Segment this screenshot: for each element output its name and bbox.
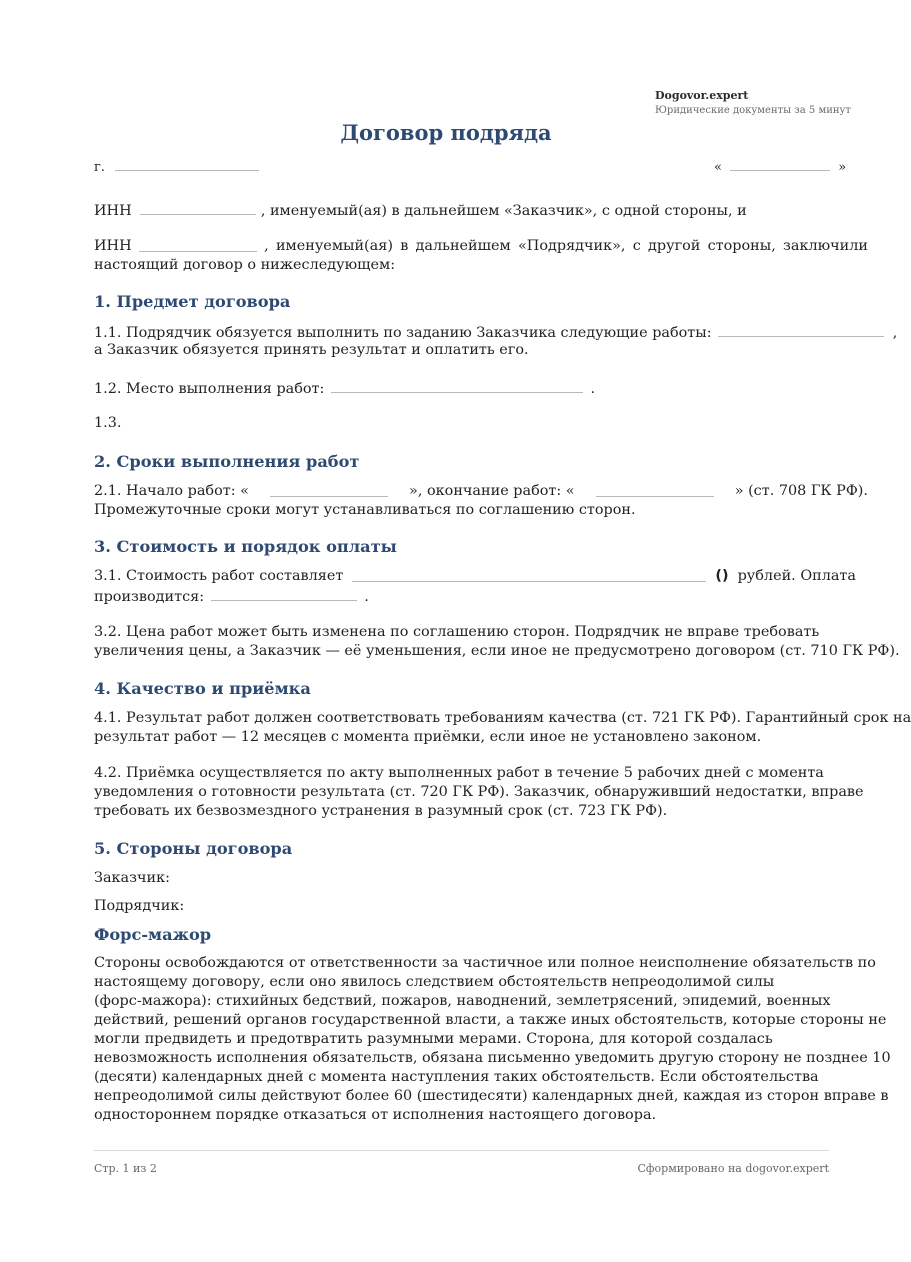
- contractor-line-2: настоящий договор о нижеследующем:: [94, 257, 396, 273]
- brand-name: Dogovor.expert: [655, 89, 749, 102]
- clause-3-2-line: 3.2. Цена работ может быть изменена по соглашению сторон. Подрядчик не вправе требовать: [94, 624, 820, 640]
- force-majeure-line: непреодолимой силы действуют более 60 (шестидесяти) календарных дней, каждая из сторон вправе в: [94, 1088, 889, 1104]
- force-majeure-line: (десяти) календарных дней с момента наступления таких обстоятельств. Если обстоятельства: [94, 1069, 819, 1085]
- contractor-inn-label: ИНН: [94, 238, 132, 254]
- clause-4-2-line: требовать их безвозмездного устранения в разумный срок (ст. 723 ГК РФ).: [94, 803, 668, 819]
- cost-field[interactable]: [352, 567, 706, 582]
- section-2-heading: 2. Сроки выполнения работ: [94, 452, 360, 471]
- contractor-inn-field[interactable]: [139, 237, 257, 252]
- date-line: [714, 156, 846, 177]
- clause-3-1-line-1: [94, 567, 856, 586]
- clause-1-2-end: .: [590, 381, 596, 397]
- document-title: Договор подряда: [340, 120, 552, 145]
- clause-1-1-comma: ,: [892, 325, 898, 341]
- clause-4-1: [94, 709, 911, 747]
- contractor-word: дальнейшем: [415, 238, 511, 254]
- clause-1-1-text: 1.1. Подрядчик обязуется выполнить по заданию Заказчика следующие работы:: [94, 325, 712, 341]
- contractor-label: Подрядчик:: [94, 898, 185, 914]
- contractor-line-1: [94, 237, 868, 256]
- customer-inn-label: ИНН: [94, 203, 132, 219]
- clause-4-2-line: уведомления о готовности результата (ст. 720 ГК РФ). Заказчик, обнаруживший недостатки, вправе: [94, 784, 864, 800]
- clause-4-2: [94, 764, 874, 821]
- footer-page-number: Стр. 1 из 2: [94, 1162, 157, 1175]
- cost-label: 3.1. Стоимость работ составляет: [94, 568, 344, 584]
- works-field[interactable]: [718, 322, 884, 337]
- payment-field[interactable]: [211, 586, 357, 601]
- section-5-heading: 5. Стороны договора: [94, 839, 293, 858]
- contractor-word: ,: [264, 238, 269, 254]
- force-majeure-line: могли предвидеть и предотвратить разумными мерами. Сторона, для которой создалась: [94, 1031, 773, 1047]
- customer-inn-field[interactable]: [140, 200, 256, 215]
- brand-tagline: Юридические документы за 5 минут: [655, 105, 851, 116]
- force-majeure-line: настоящему договору, если оно явилось следствием обстоятельств непреодолимой силы: [94, 974, 775, 990]
- start-date-field[interactable]: [270, 482, 388, 497]
- clause-2-1-ref: » (ст. 708 ГК РФ).: [734, 483, 868, 499]
- cost-currency-text: рублей. Оплата: [737, 568, 856, 584]
- footer-generated: Сформировано на dogovor.expert: [637, 1162, 829, 1175]
- clause-1-1: [94, 322, 897, 343]
- clause-2-1-line-1: [94, 482, 868, 501]
- force-majeure-line: (форс-мажора): стихийных бедствий, пожаров, наводнений, землетрясений, эпидемий, военных: [94, 993, 831, 1009]
- clause-1-2: [94, 378, 595, 399]
- clause-3-1-line-2: [94, 586, 856, 607]
- clause-3-2-line: увеличения цены, а Заказчик — её уменьшения, если иное не предусмотрено договором (ст. 710 ГК РФ).: [94, 643, 900, 659]
- party-customer: [94, 200, 747, 221]
- cost-words-paren: (): [715, 568, 729, 584]
- force-majeure-line: невозможность исполнения обязательств, обязана письменно уведомить другую сторону не позднее 10: [94, 1050, 891, 1066]
- clause-4-2-line: 4.2. Приёмка осуществляется по акту выполненных работ в течение 5 рабочих дней с момента: [94, 765, 824, 781]
- section-3-heading: 3. Стоимость и порядок оплаты: [94, 537, 397, 556]
- clause-3-2: [94, 623, 900, 661]
- clause-4-1-line: 4.1. Результат работ должен соответствовать требованиям качества (ст. 721 ГК РФ). Гарантийный срок на: [94, 710, 911, 726]
- place-field[interactable]: [331, 378, 583, 393]
- contractor-word: «Подрядчик»,: [517, 238, 626, 254]
- clause-1-3: 1.3.: [94, 415, 122, 431]
- payment-end: .: [364, 589, 369, 605]
- contractor-word: с: [632, 238, 641, 254]
- city-prefix: г.: [94, 160, 105, 175]
- date-open-quote: «: [714, 160, 722, 175]
- end-date-field[interactable]: [596, 482, 714, 497]
- date-close-quote: »: [838, 160, 847, 175]
- section-4-heading: 4. Качество и приёмка: [94, 679, 311, 698]
- contractor-word: заключили: [783, 238, 868, 254]
- clause-4-1-line: результат работ — 12 месяцев с момента приёмки, если иное не установлено законом.: [94, 729, 762, 745]
- section-1-heading: 1. Предмет договора: [94, 292, 291, 311]
- force-majeure-line: одностороннем порядке отказаться от исполнения настоящего договора.: [94, 1107, 657, 1123]
- footer-divider: [94, 1150, 829, 1151]
- brand-block: [655, 88, 865, 118]
- payment-label: производится:: [94, 589, 205, 605]
- force-majeure-text: [94, 954, 891, 1125]
- force-majeure-heading: Форс-мажор: [94, 925, 212, 944]
- city-field[interactable]: [115, 156, 259, 171]
- contractor-word: другой: [648, 238, 701, 254]
- clause-2-1-line-2: Промежуточные сроки могут устанавливаться по соглашению сторон.: [94, 502, 636, 518]
- end-label: », окончание работ: «: [409, 483, 575, 499]
- force-majeure-line: действий, решений органов государственной власти, а также иных обстоятельств, которые стороны не: [94, 1012, 887, 1028]
- party-contractor: [94, 237, 868, 275]
- clause-1-1-line-2: а Заказчик обязуется принять результат и оплатить его.: [94, 342, 529, 358]
- customer-label: Заказчик:: [94, 870, 170, 886]
- contractor-word: в: [400, 238, 409, 254]
- city-line: [94, 156, 259, 177]
- contractor-word: именуемый(ая): [275, 238, 393, 254]
- clause-3-1: [94, 567, 856, 607]
- force-majeure-line: Стороны освобождаются от ответственности за частичное или полное неисполнение обязательств по: [94, 955, 876, 971]
- clause-1-2-text: 1.2. Место выполнения работ:: [94, 381, 325, 397]
- customer-text: , именуемый(ая) в дальнейшем «Заказчик», с одной стороны, и: [260, 203, 747, 219]
- clause-2-1: [94, 482, 868, 520]
- start-label: 2.1. Начало работ: «: [94, 483, 249, 499]
- date-field[interactable]: [730, 156, 830, 171]
- contractor-word: стороны,: [707, 238, 776, 254]
